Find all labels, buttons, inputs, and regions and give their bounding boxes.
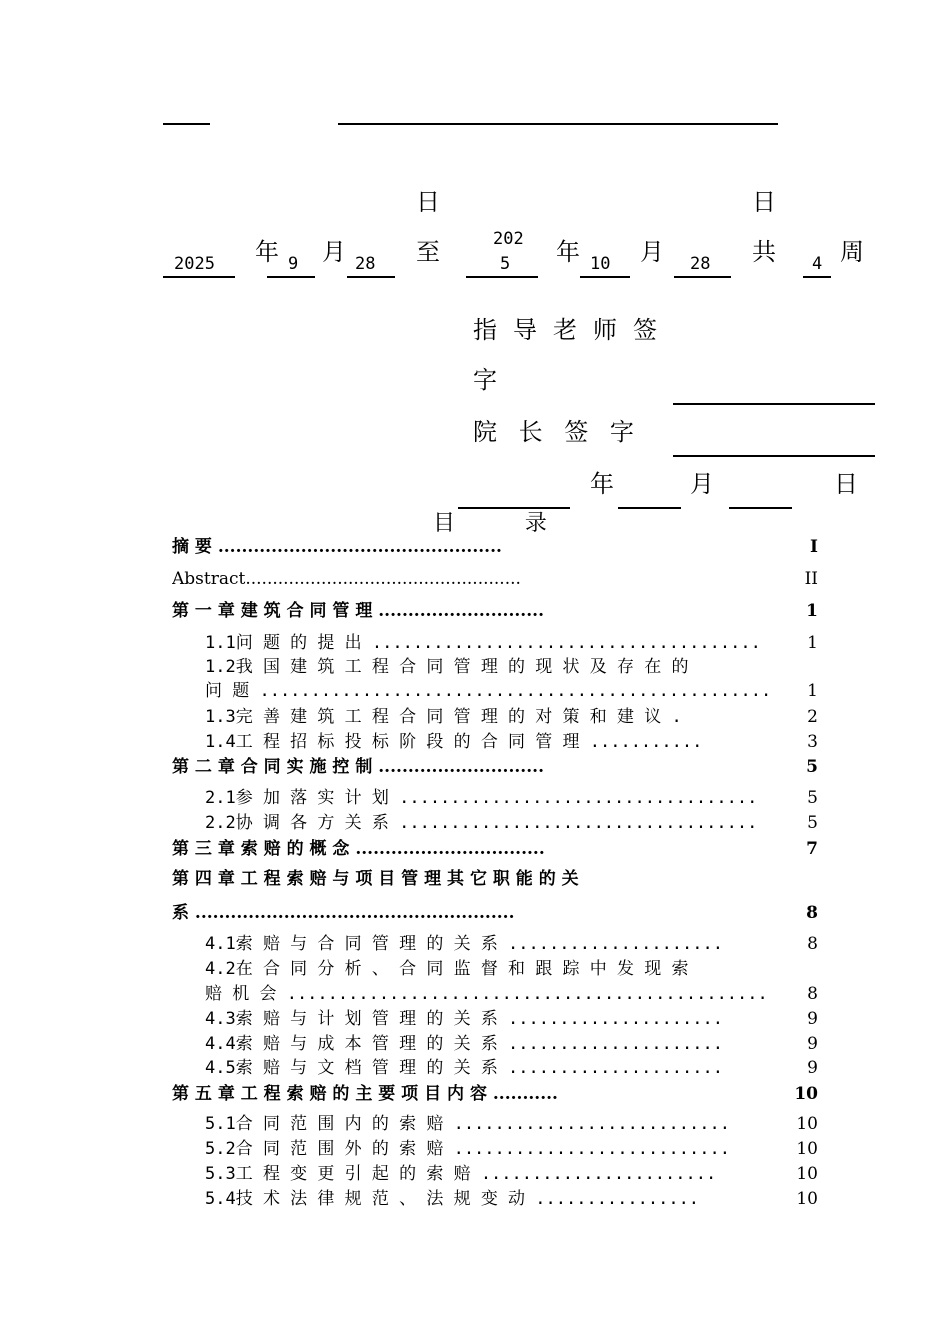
toc-entry[interactable]: 摘 要 ................................................ [172, 537, 502, 557]
month-char: 月 [322, 238, 346, 266]
end-year-underline [466, 276, 538, 278]
sign-date-day: 日 [834, 470, 858, 498]
toc-entry[interactable]: 系 ...................................................... [172, 903, 515, 923]
toc-page-number: 10 [796, 1114, 818, 1134]
weeks-underline [803, 276, 831, 278]
toc-page-number: 10 [794, 1084, 818, 1104]
start-year-underline [163, 276, 235, 278]
sign-date-line-2[interactable] [618, 507, 681, 509]
total-char: 共 [752, 238, 776, 266]
advisor-signature-label: 指导老师签 [473, 316, 673, 344]
toc-entry[interactable]: 赔 机 会 ............................................... [205, 984, 768, 1004]
end-day-underline [674, 276, 731, 278]
toc-entry[interactable]: 1.1问 题 的 提 出 ...................................... [205, 633, 761, 653]
toc-page-number: 8 [807, 934, 818, 954]
toc-page-number: 5 [807, 813, 818, 833]
toc-title: 目 录 [433, 511, 547, 536]
toc-page-number: 10 [796, 1139, 818, 1159]
toc-page-number: 1 [806, 601, 818, 621]
day-label-2: 日 [752, 188, 776, 216]
toc-page-number: 9 [807, 1009, 818, 1029]
start-day-underline [347, 276, 395, 278]
toc-entry[interactable]: 5.1合 同 范 围 内 的 索 赔 ........................... [205, 1114, 730, 1134]
toc-entry[interactable]: 4.4索 赔 与 成 本 管 理 的 关 系 ..................... [205, 1034, 723, 1054]
start-year-value: 2025 [174, 254, 215, 274]
toc-entry[interactable]: 1.4工 程 招 标 投 标 阶 段 的 合 同 管 理 ........... [205, 732, 703, 752]
start-month-underline [267, 276, 315, 278]
end-year-char: 年 [556, 238, 580, 266]
toc-page-number: 9 [807, 1058, 818, 1078]
toc-entry[interactable]: 第 一 章 建 筑 合 同 管 理 ............................ [172, 601, 544, 621]
toc-entry[interactable]: 5.4技 术 法 律 规 范 、 法 规 变 动 ................ [205, 1189, 700, 1209]
end-day-value: 28 [690, 254, 711, 274]
toc-entry[interactable]: 4.1索 赔 与 合 同 管 理 的 关 系 ..................... [205, 934, 723, 954]
toc-entry[interactable]: 4.5索 赔 与 文 档 管 理 的 关 系 ..................... [205, 1058, 723, 1078]
dean-signature-line[interactable] [673, 455, 875, 457]
toc-page-number: 10 [796, 1164, 818, 1184]
sign-date-year: 年 [590, 470, 614, 498]
to-char: 至 [416, 238, 440, 266]
toc-page-number: 5 [806, 757, 818, 777]
toc-entry[interactable]: 第 四 章 工 程 索 赔 与 项 目 管 理 其 它 职 能 的 关 [172, 869, 579, 889]
toc-page-number: II [804, 569, 818, 589]
toc-entry[interactable]: 问 题 .................................................. [205, 681, 772, 701]
toc-entry[interactable]: 4.2在 合 同 分 析 、 合 同 监 督 和 跟 踪 中 发 现 索 [205, 959, 689, 979]
toc-entry[interactable]: 1.2我 国 建 筑 工 程 合 同 管 理 的 现 状 及 存 在 的 [205, 657, 689, 677]
end-year-line1: 202 [493, 229, 524, 249]
start-month-value: 9 [288, 254, 299, 274]
day-label-1: 日 [416, 188, 440, 216]
toc-entry[interactable]: 2.1参 加 落 实 计 划 ................................... [205, 788, 758, 808]
toc-entry[interactable]: 5.2合 同 范 围 外 的 索 赔 ........................... [205, 1139, 730, 1159]
toc-entry[interactable]: 2.2协 调 各 方 关 系 ................................... [205, 813, 758, 833]
toc-entry[interactable]: 5.3工 程 变 更 引 起 的 索 赔 ....................... [205, 1164, 717, 1184]
toc-entry[interactable]: 4.3索 赔 与 计 划 管 理 的 关 系 ..................... [205, 1009, 723, 1029]
toc-page-number: 1 [807, 681, 818, 701]
toc-page-number: 9 [807, 1034, 818, 1054]
toc-entry[interactable]: Abstract................................................... [172, 569, 521, 589]
top-rule-long [338, 123, 778, 125]
toc-entry[interactable]: 第 五 章 工 程 索 赔 的 主 要 项 目 内 容 ........... [172, 1084, 558, 1104]
sign-date-month: 月 [690, 470, 714, 498]
sign-date-line-3[interactable] [729, 507, 792, 509]
dean-signature-label: 院 长 签 字 [473, 418, 641, 446]
end-month-char: 月 [640, 238, 664, 266]
toc-entry[interactable]: 第 二 章 合 同 实 施 控 制 ............................ [172, 757, 544, 777]
end-month-value: 10 [590, 254, 611, 274]
toc-page-number: I [810, 537, 818, 557]
toc-page-number: 10 [796, 1189, 818, 1209]
toc-entry[interactable]: 1.3完 善 建 筑 工 程 合 同 管 理 的 对 策 和 建 议 . [205, 707, 682, 727]
advisor-signature-label-cont: 字 [473, 366, 497, 394]
week-char: 周 [840, 238, 864, 266]
start-day-value: 28 [355, 254, 376, 274]
toc-page-number: 2 [807, 707, 818, 727]
toc-page-number: 3 [807, 732, 818, 752]
weeks-value: 4 [812, 254, 823, 274]
end-year-line2: 5 [500, 254, 511, 274]
toc-page-number: 5 [807, 788, 818, 808]
toc-page-number: 8 [807, 984, 818, 1004]
sign-date-line-1[interactable] [458, 507, 570, 509]
top-rule-short [163, 123, 210, 125]
end-month-underline [580, 276, 630, 278]
toc-page-number: 7 [806, 839, 818, 859]
toc-entry[interactable]: 第 三 章 索 赔 的 概 念 ................................ [172, 839, 545, 859]
toc-page-number: 8 [806, 903, 818, 923]
toc-page-number: 1 [807, 633, 818, 653]
advisor-signature-line[interactable] [673, 403, 875, 405]
year-char: 年 [255, 238, 279, 266]
